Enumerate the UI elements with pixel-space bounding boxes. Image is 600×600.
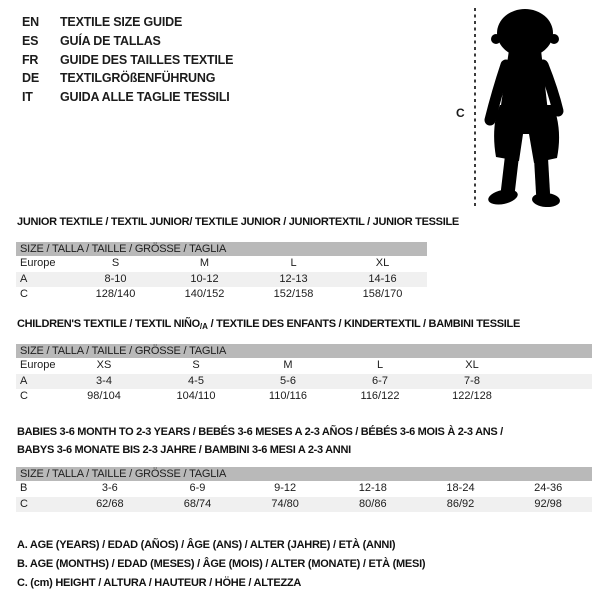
row-label: A: [20, 272, 28, 285]
junior-size-table: [16, 242, 427, 303]
size-cell: 98/104: [87, 390, 121, 402]
size-cell: 12-18: [358, 482, 387, 494]
size-cell: 6-9: [189, 482, 206, 494]
legend-line-a: A. AGE (YEARS) / EDAD (AÑOS) / ÂGE (ANS) / ALTER (JAHRE) / ETÀ (ANNI): [17, 539, 396, 551]
legend-line-b: B. AGE (MONTHS) / EDAD (MESES) / ÂGE (MOIS) / ALTER (MONATE) / ETÀ (MESI): [17, 557, 426, 570]
language-code: IT: [22, 90, 33, 105]
babies-size-table: [16, 467, 592, 512]
size-cell: XL: [465, 359, 479, 371]
children-title-pre: CHILDREN'S TEXTILE / TEXTIL NIÑO: [17, 318, 200, 330]
row-label: B: [20, 482, 28, 494]
size-cell: 7-8: [464, 374, 480, 387]
size-cell: 116/122: [360, 390, 400, 402]
size-cell: 110/116: [268, 390, 308, 402]
size-cell: 3-6: [101, 482, 118, 494]
height-measure-dashed-line: [474, 8, 476, 209]
table-row: [16, 481, 592, 497]
table-row: [16, 358, 592, 374]
legend-line-c: C. (cm) HEIGHT / ALTURA / HAUTEUR / HÖHE / ALTEZZA: [17, 576, 302, 589]
table-size-header: SIZE / TALLA / TAILLE / GRÖSSE / TAGLIA: [16, 242, 427, 256]
table-row: [16, 497, 592, 513]
language-title-list: [22, 13, 233, 106]
size-cell: 158/170: [362, 288, 403, 300]
size-cell: 12-13: [279, 272, 308, 285]
language-row-de: [22, 69, 233, 88]
row-label: Europe: [20, 257, 56, 269]
size-cell: 8-10: [104, 272, 127, 285]
size-cell: XS: [96, 359, 112, 371]
row-label: C: [20, 288, 28, 300]
size-cell: 3-4: [96, 374, 112, 387]
children-title-subscript: /A: [199, 322, 208, 331]
size-cell: 10-12: [190, 272, 219, 285]
babies-title-line2: BABYS 3-6 MONATE BIS 2-3 JAHRE / BAMBINI 3-6 MESI A 2-3 ANNI: [17, 444, 351, 456]
guide-title-it: GUIDA ALLE TAGLIE TESSILI: [60, 90, 230, 105]
size-cell: 122/128: [452, 390, 492, 402]
size-cell: 92/98: [534, 497, 562, 510]
row-label: C: [20, 497, 28, 510]
size-cell: 140/152: [184, 288, 225, 300]
row-label: C: [20, 390, 28, 402]
babies-title-line1: BABIES 3-6 MONTH TO 2-3 YEARS / BEBÉS 3-6 MESES A 2-3 AÑOS / BÉBÉS 3-6 MOIS À 2-3 ANS /: [17, 426, 503, 438]
babies-section-title: [17, 423, 577, 459]
size-cell: 152/158: [273, 288, 314, 300]
table-row: [16, 287, 427, 303]
language-row-it: [22, 88, 233, 107]
row-label: Europe: [20, 359, 56, 371]
table-row: [16, 256, 427, 272]
size-cell: S: [192, 359, 200, 371]
size-cell: XL: [375, 257, 390, 269]
language-code: DE: [22, 71, 39, 86]
size-cell: M: [283, 359, 293, 371]
size-cell: 14-16: [368, 272, 397, 285]
size-cell: L: [290, 257, 297, 269]
guide-title-fr: GUIDE DES TAILLES TEXTILE: [60, 52, 234, 67]
size-cell: 4-5: [188, 374, 204, 387]
size-cell: 9-12: [274, 482, 297, 494]
size-cell: 104/110: [176, 390, 216, 402]
language-code: ES: [22, 34, 39, 49]
height-measure-label: C: [456, 106, 465, 120]
toddler-silhouette-icon: [481, 8, 581, 210]
size-cell: 5-6: [280, 374, 296, 387]
table-row: [16, 272, 427, 288]
table-row: [16, 374, 592, 390]
size-cell: 80/86: [359, 497, 387, 510]
language-code: EN: [22, 15, 39, 30]
guide-title-de: TEXTILGRÖßENFÜHRUNG: [60, 71, 216, 86]
table-size-header: SIZE / TALLA / TAILLE / GRÖSSE / TAGLIA: [16, 344, 592, 358]
size-cell: L: [376, 359, 384, 371]
measurement-legend: [17, 536, 425, 592]
language-row-es: [22, 32, 233, 51]
language-code: FR: [22, 52, 39, 67]
guide-title-es: GUÍA DE TALLAS: [60, 34, 161, 49]
size-cell: 6-7: [372, 374, 388, 387]
size-cell: 24-36: [534, 482, 563, 494]
children-section-title: [17, 318, 520, 333]
row-label: A: [20, 374, 28, 387]
children-size-table: [16, 344, 592, 405]
size-cell: 62/68: [96, 497, 124, 510]
guide-title-en: TEXTILE SIZE GUIDE: [60, 15, 183, 30]
size-cell: 68/74: [183, 497, 212, 510]
size-cell: S: [111, 257, 120, 269]
language-row-en: [22, 13, 233, 32]
size-cell: 86/92: [446, 497, 475, 510]
size-cell: M: [199, 257, 210, 269]
table-row: [16, 389, 592, 405]
junior-section-title: JUNIOR TEXTILE / TEXTIL JUNIOR/ TEXTILE JUNIOR / JUNIORTEXTIL / JUNIOR TESSILE: [17, 216, 459, 228]
language-row-fr: [22, 50, 233, 69]
size-cell: 74/80: [271, 497, 299, 510]
size-cell: 128/140: [95, 288, 136, 300]
children-title-post: / TEXTILE DES ENFANTS / KINDERTEXTIL / BAMBINI TESSILE: [207, 318, 520, 330]
table-size-header: SIZE / TALLA / TAILLE / GRÖSSE / TAGLIA: [16, 467, 592, 481]
size-cell: 18-24: [446, 482, 475, 494]
